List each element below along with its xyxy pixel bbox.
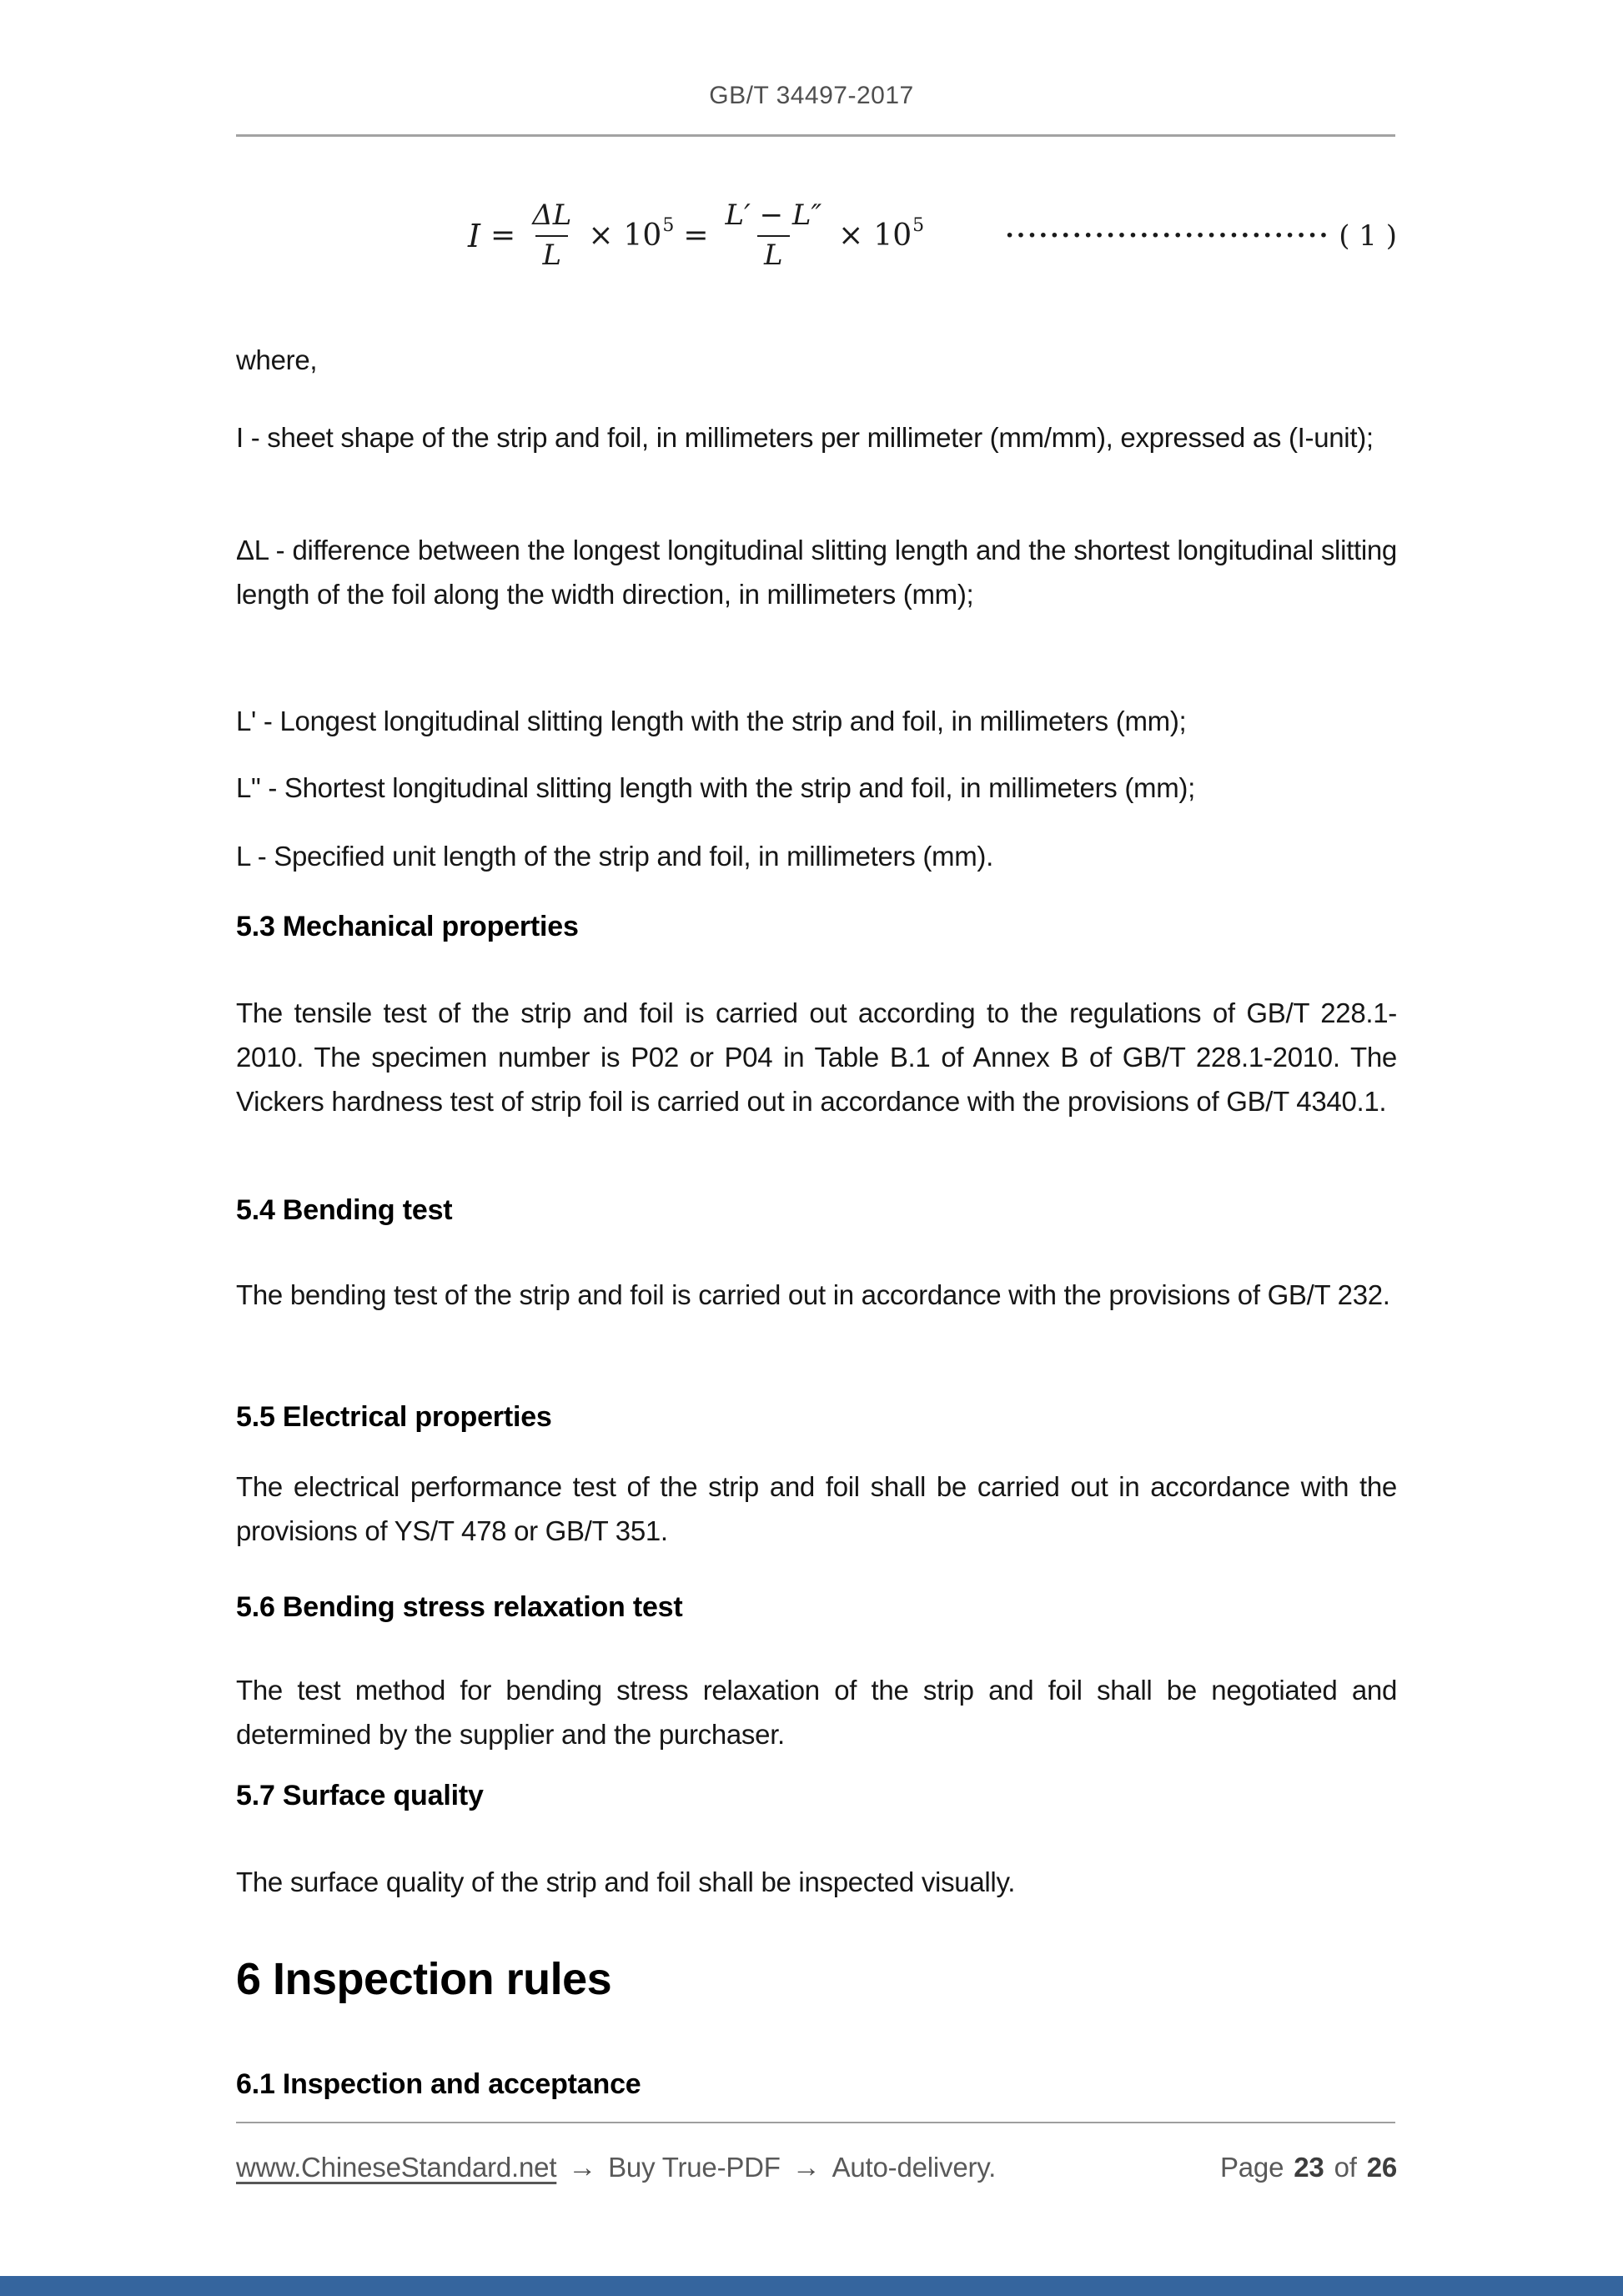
right-arrow-icon: → (568, 2152, 597, 2183)
formula-fraction-1-denominator: L (535, 235, 568, 271)
formula-power-1 (623, 215, 675, 253)
formula-fraction-2 (718, 200, 828, 272)
section-5-5-paragraph: The electrical performance test of the strip and foil shall be carried out in accordance with the provisions of YS/T 478 or GB/T 351. (236, 1471, 1397, 1546)
formula-equals-2: = (683, 219, 709, 253)
formula-times-2: × (838, 219, 864, 253)
formula-exponent-1: 5 (662, 215, 675, 236)
site-link[interactable]: www.ChineseStandard.net (236, 2152, 557, 2183)
section-6-1-heading: 6.1 Inspection and acceptance (236, 2068, 641, 2100)
section-5-3-paragraph: The tensile test of the strip and foil is carried out according to the regulations of GB/T 228.1-2010. The specimen number is P02 or P04 in Table B.1 of Annex B of GB/T 228.1-2010. The Vickers hardness test of strip foil is carried out in accordance with the provisions of GB/T 4340.1. (236, 997, 1397, 1117)
section-5-6-paragraph: The test method for bending stress relaxation of the strip and foil shall be negotiated and determined by the supplier and the purchaser. (236, 1675, 1397, 1750)
section-5-4-heading: 5.4 Bending test (236, 1194, 453, 1226)
page-indicator (1220, 2152, 1397, 2183)
formula-dot-leader: ····························· (1005, 221, 1331, 250)
formula-base-2: 10 (873, 219, 912, 253)
section-5-3-heading: 5.3 Mechanical properties (236, 911, 579, 942)
formula-equation (468, 200, 923, 272)
page-footer (236, 2152, 1397, 2184)
section-6-heading: 6 Inspection rules (236, 1954, 612, 2004)
formula-fraction-2-denominator: L (757, 235, 790, 271)
definition-l-doubleprime: L" - Shortest longitudinal slitting length with the strip and foil, in millimeters (mm); (236, 772, 1195, 803)
definition-delta-l: ΔL - difference between the longest longitudinal slitting length and the shortest longitudinal slitting length of the foil along the width direction, in millimeters (mm); (236, 535, 1397, 610)
page-total: 26 (1366, 2152, 1397, 2183)
footer-buy-text: Buy True-PDF (608, 2152, 781, 2183)
formula-exponent-2: 5 (912, 215, 925, 236)
definition-l-prime: L' - Longest longitudinal slitting length with the strip and foil, in millimeters (mm); (236, 706, 1187, 736)
footer-delivery-text: Auto-delivery. (832, 2152, 997, 2183)
header-divider (236, 134, 1395, 137)
formula-power-2 (873, 215, 925, 253)
formula-base-1: 10 (623, 219, 662, 253)
footer-divider (236, 2122, 1395, 2123)
page-header-standard-code: GB/T 34497-2017 (709, 82, 914, 109)
bottom-accent-bar (0, 2276, 1623, 2296)
formula-times: × (588, 219, 614, 253)
formula-number-label: ( 1 ) (1339, 219, 1397, 253)
formula-fraction-1 (525, 200, 578, 272)
section-5-7-heading: 5.7 Surface quality (236, 1780, 484, 1811)
definition-l: L - Specified unit length of the strip and foil, in millimeters (mm). (236, 841, 993, 872)
definition-i: I - sheet shape of the strip and foil, in millimeters per millimeter (mm/mm), expressed as (I-unit); (236, 422, 1374, 453)
formula-equals: = (490, 219, 516, 253)
section-5-4-paragraph: The bending test of the strip and foil is carried out in accordance with the provisions of GB/T 232. (236, 1279, 1390, 1310)
formula-fraction-1-numerator: ΔL (532, 198, 572, 232)
formula-lhs: I (468, 217, 481, 254)
section-5-6-heading: 5.6 Bending stress relaxation test (236, 1591, 683, 1623)
where-label: where, (236, 344, 318, 375)
of-label: of (1334, 2152, 1357, 2183)
right-arrow-icon: → (791, 2152, 821, 2183)
formula-fraction-2-numerator: L′ − L″ (725, 198, 822, 232)
footer-promo-line (236, 2152, 996, 2184)
page-current: 23 (1294, 2152, 1324, 2183)
page-label: Page (1219, 2152, 1284, 2183)
section-5-5-heading: 5.5 Electrical properties (236, 1401, 552, 1433)
formula-1 (236, 179, 1397, 292)
section-5-7-paragraph: The surface quality of the strip and foil shall be inspected visually. (236, 1866, 1016, 1897)
